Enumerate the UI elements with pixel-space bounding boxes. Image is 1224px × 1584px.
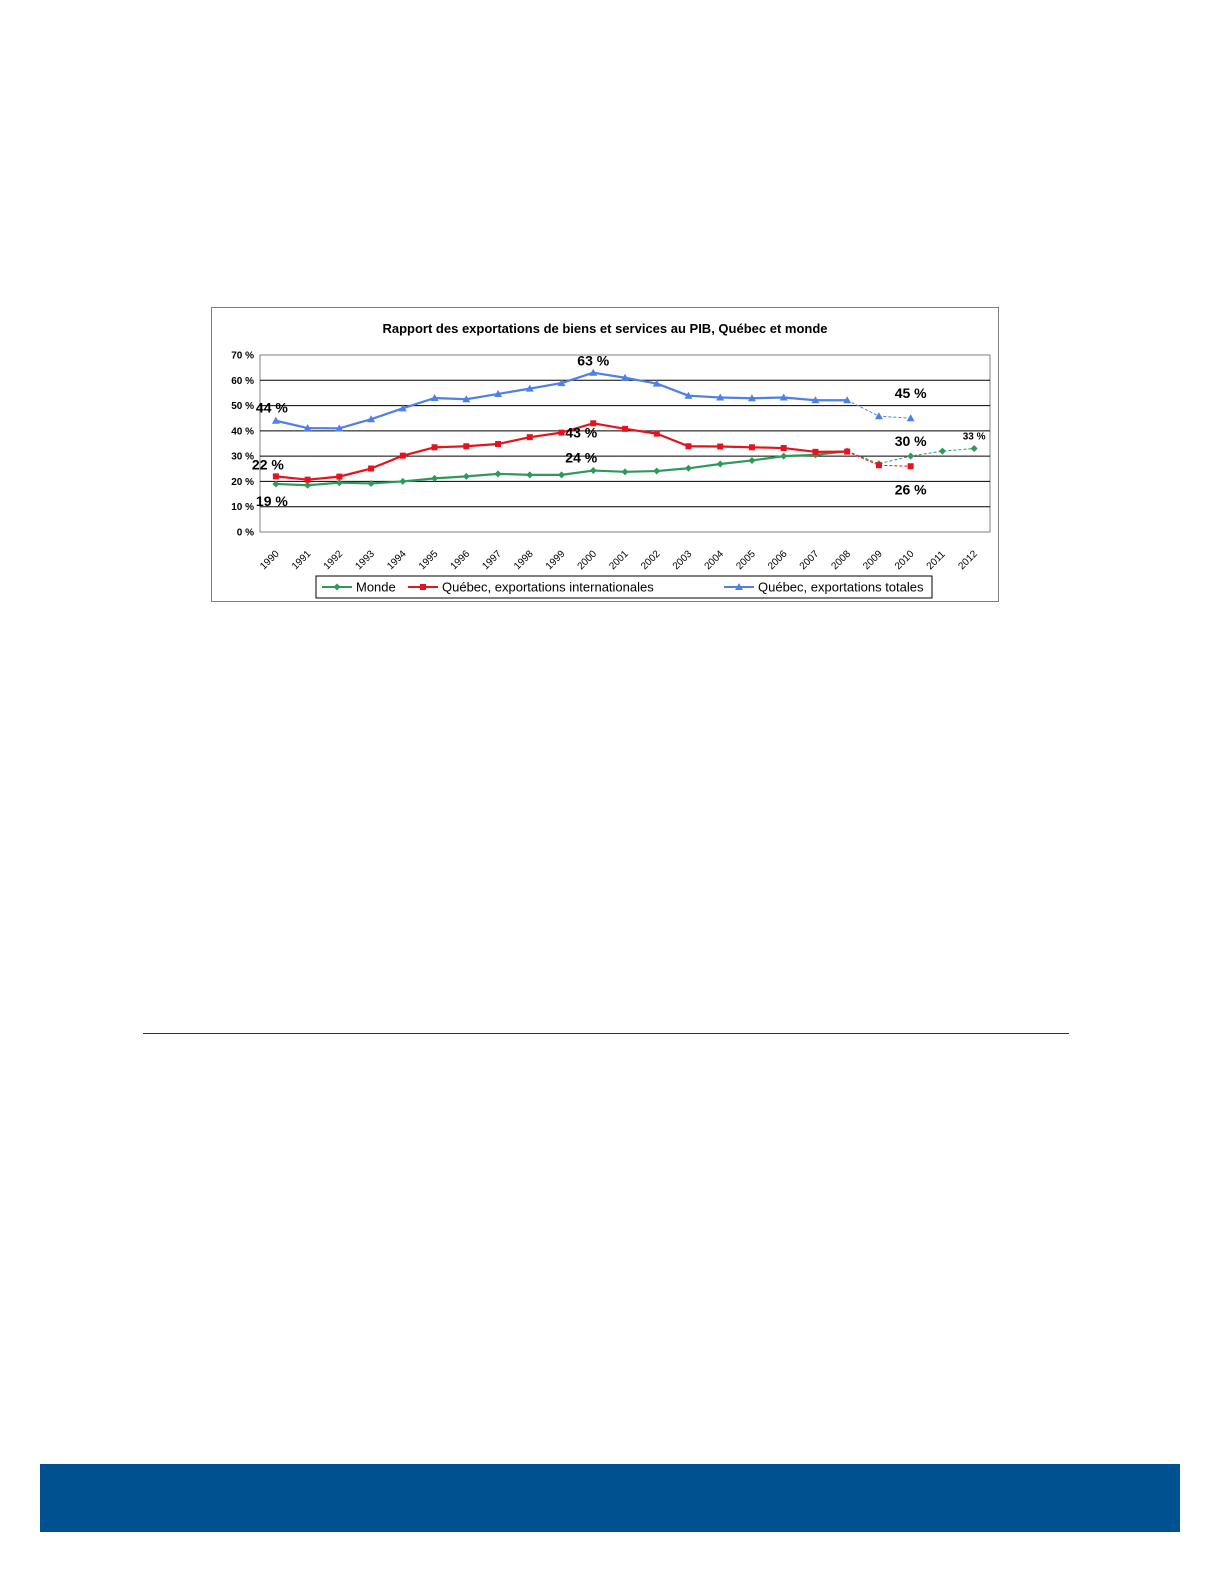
data-point (908, 463, 914, 469)
data-annotation: 30 % (894, 433, 927, 450)
x-tick-label: 1992 (321, 548, 346, 573)
data-point (654, 431, 660, 437)
gridlines (260, 352, 990, 532)
chart-title: Rapport des exportations de biens et services au PIB, Québec et monde (382, 321, 828, 336)
y-tick-label: 60 % (231, 375, 254, 387)
x-tick-label: 1994 (385, 548, 409, 573)
y-tick-label: 40 % (231, 426, 254, 438)
data-point (781, 445, 787, 451)
legend-swatch-marker (420, 584, 426, 590)
data-point (273, 473, 279, 479)
y-axis-tick-labels (231, 351, 254, 539)
y-tick-label: 10 % (231, 502, 254, 514)
y-tick-label: 70 % (231, 350, 254, 362)
data-annotation: 26 % (894, 481, 927, 498)
line-chart (212, 308, 998, 601)
y-tick-label: 50 % (231, 401, 254, 413)
data-point (305, 477, 311, 483)
data-point (368, 466, 374, 472)
x-tick-label: 1996 (448, 548, 473, 573)
data-annotation: 33 % (962, 431, 986, 443)
x-axis-tick-labels (258, 548, 980, 572)
data-annotation: 43 % (565, 424, 598, 441)
data-point (495, 441, 501, 447)
x-tick-label: 1998 (512, 548, 536, 573)
data-annotation: 44 % (255, 399, 288, 416)
horizontal-divider (143, 1033, 1069, 1034)
data-point (622, 426, 628, 432)
data-point (812, 449, 818, 455)
data-point (432, 444, 438, 450)
x-tick-label: 1995 (416, 548, 441, 573)
legend-label: Québec, exportations totales (758, 579, 924, 595)
x-tick-label: 2001 (607, 548, 631, 573)
x-tick-label: 1991 (289, 548, 314, 573)
x-tick-label: 2000 (575, 548, 600, 573)
data-point (463, 443, 469, 449)
data-point (844, 449, 850, 455)
data-point (685, 443, 691, 449)
footer-band (40, 1464, 1180, 1532)
data-annotation: 63 % (577, 352, 610, 369)
x-tick-label: 1993 (353, 548, 377, 573)
x-tick-label: 2005 (734, 548, 758, 573)
x-tick-label: 2008 (829, 548, 854, 573)
y-tick-label: 0 % (236, 527, 254, 539)
x-tick-label: 1990 (258, 548, 282, 573)
y-tick-label: 20 % (231, 476, 254, 488)
data-annotation: 22 % (251, 456, 284, 473)
data-point (336, 474, 342, 480)
x-tick-label: 2007 (797, 548, 822, 573)
chart-container (211, 307, 999, 602)
x-tick-label: 1999 (543, 548, 568, 573)
x-tick-label: 2002 (639, 548, 663, 573)
data-point (749, 444, 755, 450)
data-point (400, 453, 406, 459)
x-tick-label: 2010 (892, 548, 917, 573)
x-tick-label: 2012 (956, 548, 980, 573)
legend-label: Monde (356, 579, 396, 595)
data-point (559, 430, 565, 436)
plot-area (260, 352, 990, 532)
data-annotation: 24 % (565, 449, 598, 466)
x-tick-label: 2006 (766, 548, 790, 573)
x-tick-label: 2003 (670, 548, 695, 573)
x-tick-label: 2009 (861, 548, 885, 573)
x-tick-label: 1997 (480, 548, 504, 573)
data-point (717, 444, 723, 450)
data-annotation: 19 % (255, 492, 288, 509)
x-tick-label: 2011 (924, 549, 948, 573)
data-point (527, 434, 533, 440)
y-tick-label: 30 % (231, 451, 254, 463)
chart-legend (316, 576, 932, 598)
data-point (876, 462, 882, 468)
legend-label: Québec, exportations internationales (442, 579, 654, 595)
data-annotation: 45 % (894, 385, 927, 402)
x-tick-label: 2004 (702, 548, 727, 573)
